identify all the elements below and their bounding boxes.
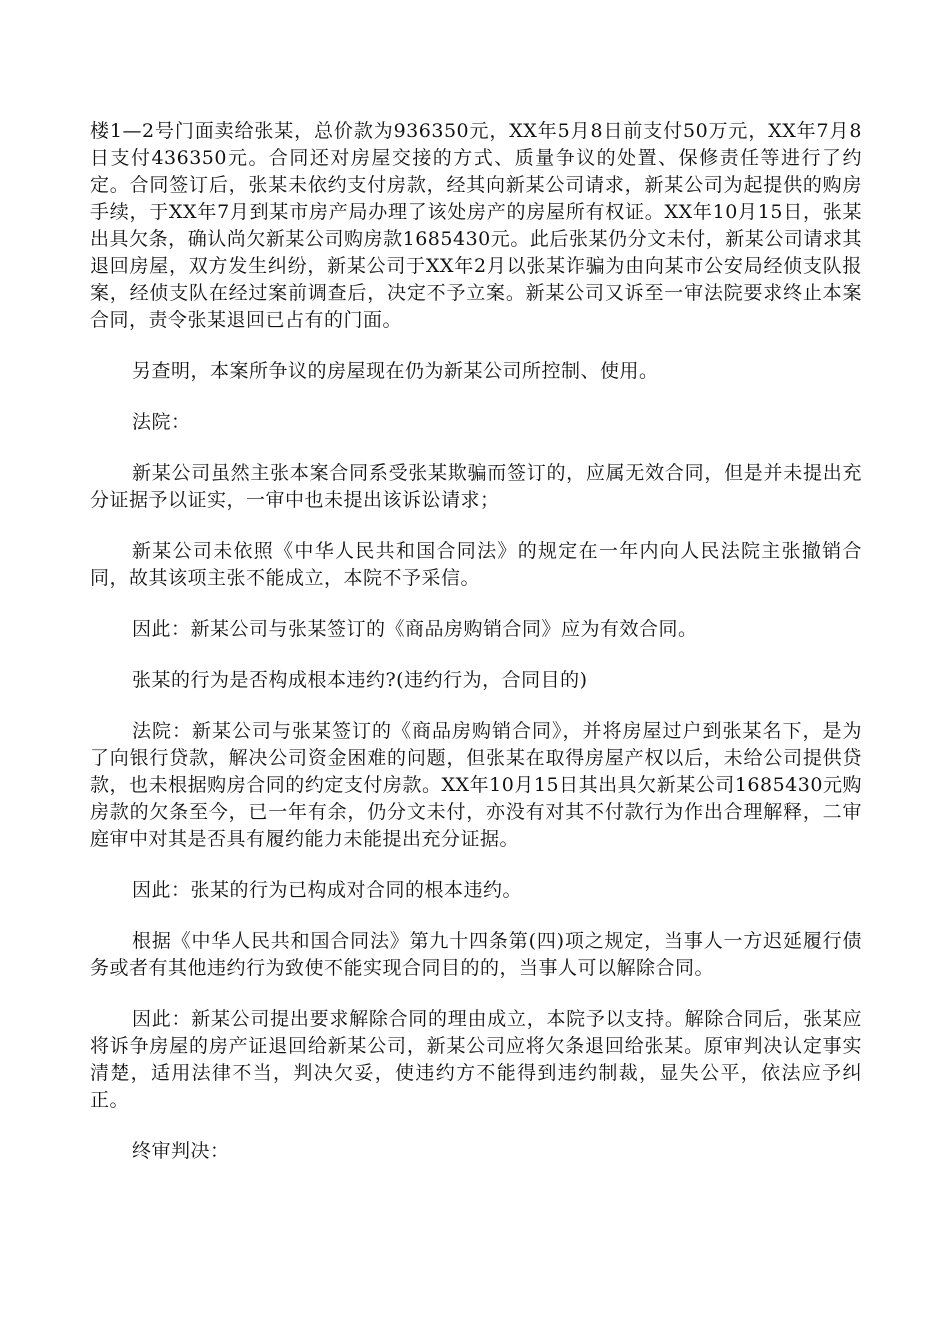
paragraph-court-heading: 法院： <box>132 411 191 433</box>
paragraph-breach-conclusion: 因此：张某的行为已构成对合同的根本违约。 <box>132 879 523 901</box>
paragraph-additional-findings: 另查明，本案所争议的房屋现在仍为新某公司所控制、使用。 <box>132 360 659 382</box>
paragraph-rescission-ruling: 因此：新某公司提出要求解除合同的理由成立，本院予以支持。解除合同后，张某应将诉争房屋的房产证退回给新某公司，新某公司应将欠条退回给张某。原审判决认定事实清楚，适用法律不当，判决欠妥，使违约方不能得到违约制裁，显失公平，依法应予纠正。 <box>90 1008 862 1111</box>
paragraph-case-facts: 楼1—2号门面卖给张某，总价款为936350元，XX年5月8日前支付50万元，XX年7月8日支付436350元。合同还对房屋交接的方式、质量争议的处置、保修责任等进行了约定。合同签订后，张某未依约支付房款，经其向新某公司请求，新某公司为起提供的购房手续，于XX年7月到某市房产局办理了该处房产的房屋所有权证。XX年10月15日，张某出具欠条，确认尚欠新某公司购房款1685430元。此后张某仍分文未付，新某公司请求其退回房屋，双方发生纠纷，新某公司于XX年2月以张某诈骗为由向某市公安局经侦支队报案，经侦支队在经过案前调查后，决定不予立案。新某公司又诉至一审法院要求终止本案合同，责令张某退回已占有的门面。 <box>90 120 862 331</box>
paragraph-court-reasoning: 法院：新某公司与张某签订的《商品房购销合同》，并将房屋过户到张某名下，是为了向银行贷款，解决公司资金困难的问题，但张某在取得房屋产权以后，未给公司提供贷款，也未根据购房合同的约定支付房款。XX年10月15日其出具欠新某公司1685430元购房款的欠条至今，已一年有余，仍分文未付，亦没有对其不付款行为作出合理解释，二审庭审中对其是否具有履约能力未能提出充分证据。 <box>90 720 862 850</box>
paragraph-final-judgment-heading: 终审判决： <box>132 1140 230 1162</box>
paragraph-invalidity-claim: 新某公司虽然主张本案合同系受张某欺骗而签订的，应属无效合同，但是并未提出充分证据予以证实，一审中也未提出该诉讼请求； <box>90 462 862 511</box>
document-body <box>90 118 862 1189</box>
paragraph-breach-question: 张某的行为是否构成根本违约?(违约行为，合同目的) <box>132 669 588 691</box>
paragraph-contract-valid: 因此：新某公司与张某签订的《商品房购销合同》应为有效合同。 <box>132 618 698 640</box>
paragraph-rescission-claim: 新某公司未依照《中华人民共和国合同法》的规定在一年内向人民法院主张撤销合同，故其该项主张不能成立，本院不予采信。 <box>90 540 862 589</box>
paragraph-legal-basis: 根据《中华人民共和国合同法》第九十四条第(四)项之规定，当事人一方迟延履行债务或者有其他违约行为致使不能实现合同目的的，当事人可以解除合同。 <box>90 930 862 979</box>
